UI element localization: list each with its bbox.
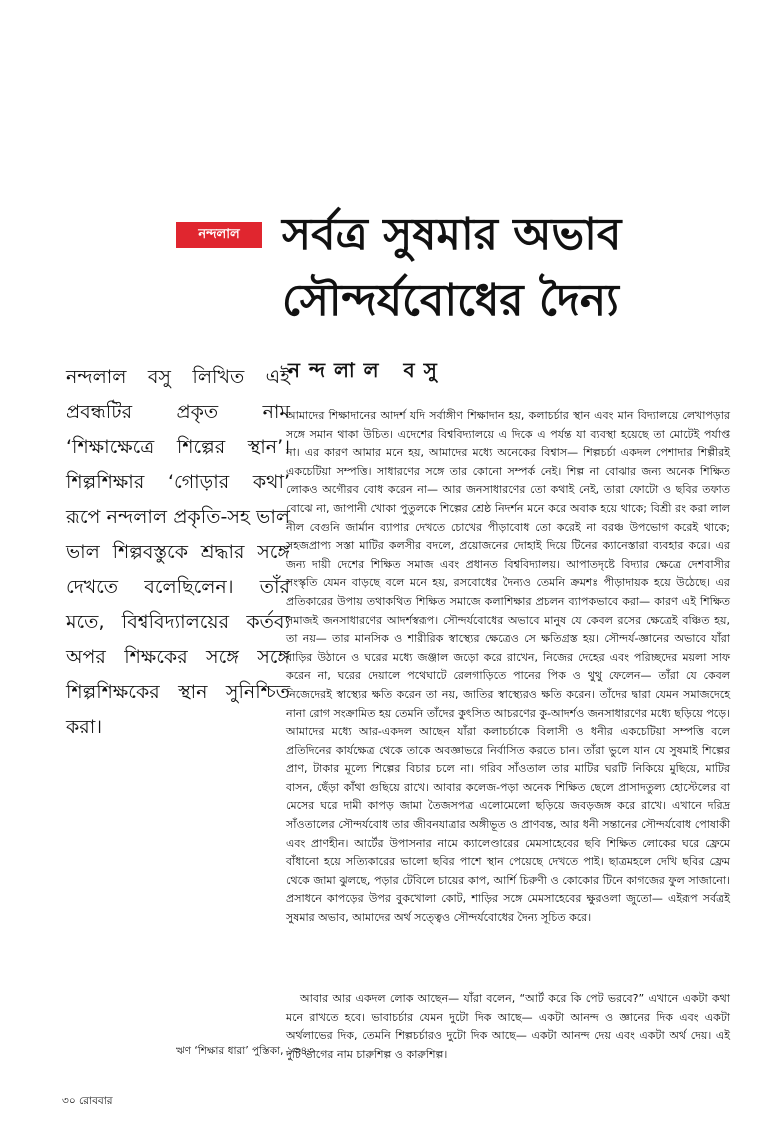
section-tag: নন্দলাল xyxy=(176,222,262,248)
title-line-1: সর্বত্র সুষমার অভাব xyxy=(282,209,622,260)
source-credit: ঋণ ‘শিক্ষার ধারা’ পুস্তিকা, ১৩৪৩ xyxy=(176,1045,315,1057)
intro-blurb: নন্দলাল বসু লিখিত এই প্রবন্ধটির প্রকৃত নাম ‘শিক্ষাক্ষেত্রে শিল্পের স্থান’। শিল্পশিক্ষার ‘গোড়ার কথা’ রূপে নন্দলাল প্রকৃতি-সহ ভাল ভাল শিল্পবস্তুকে শ্রদ্ধার সঙ্গে দেখতে বলেছিলেন। তাঁর মতে, বিশ্ববিদ্যালয়ের কর্তব্য অপর শিক্ষকের সঙ্গে সঙ্গে শিল্পশিক্ষকের স্থান সুনিশ্চিত করা। xyxy=(66,366,290,738)
title-line-2: সৌন্দর্যবোধের দৈন্য xyxy=(282,275,619,326)
body-paragraph-1: আমাদের শিক্ষাদানের আদর্শ যদি সর্বাঙ্গীণ শিক্ষাদান হয়, কলাচর্চার স্থান এবং মান বিদ্যালয়ে লেখাপড়ার সঙ্গে সমান থাকা উচিত। এদেশের বিশ্ববিদ্যালয়ে এ দিকে এ পর্যন্ত যা ব্যবস্থা হয়েছে তা মোটেই পর্যাপ্ত না। এর কারণ আমার মনে হয়, আমাদের মধ্যে অনেকের বিশ্বাস— শিল্পচর্চা একদল পেশাদার শিল্পীরই একচেটিয়া সম্পত্তি। সাধারণের সঙ্গে তার কোনো সম্পর্ক নেই। শিল্প না বোঝার জন্য অনেক শিক্ষিত লোকও অগৌরব বোধ করেন না— আর জনসাধারণের তো কথাই নেই, তারা ফোটো ও ছবির তফাত বোঝে না, জাপানী খোকা পুতুলকে শিল্পের শ্রেষ্ঠ নিদর্শন মনে করে অবাক হয়ে থাকে; বিশ্রী রং করা লাল নীল বেগুনি জার্মান ব্যাপার দেখতে চোখের পীড়াবোধ তো করেই না বরঞ্চ উপভোগ করেই থাকে; সহজপ্রাপ্য সস্তা মাটির কলসীর বদলে, প্রয়োজনের দোহাই দিয়ে টিনের ক্যানেস্তারা ব্যবহার করে। এর জন্য দায়ী দেশের শিক্ষিত সমাজ এবং প্রধানত বিশ্ববিদ্যালয়। আপাতদৃষ্টে বিদ্যার ক্ষেত্রে দেশবাসীর সংস্কৃতি যেমন বাড়ছে বলে মনে হয়, রসবোধের দৈন্যও তেমনি ক্রমশঃ পীড়াদায়ক হয়ে উঠেছে। এর প্রতিকারের উপায় তথাকথিত শিক্ষিত সমাজে কলাশিক্ষার প্রচলন ব্যাপকভাবে করা— কারণ এই শিক্ষিত সমাজই জনসাধারণের আদর্শস্বরূপ। সৌন্দর্যবোধের অভাবে মানুষ যে কেবল রসের ক্ষেত্রেই বঞ্চিত হয়, তা নয়— তার মানসিক ও শারীরিক স্বাস্থ্যের ক্ষেত্রেও সে ক্ষতিগ্রস্ত হয়। সৌন্দর্য-জ্ঞানের অভাবে যাঁরা বাড়ির উঠানে ও ঘরের মধ্যে জঞ্জাল জড়ো করে রাখেন, নিজের দেহের এবং পরিচ্ছদের ময়লা সাফ করেন না, ঘরের দেয়ালে পথেঘাটে রেলগাড়িতে পানের পিক ও থুথু ফেলেন— তাঁরা যে কেবল নিজেদেরই স্বাস্থ্যের ক্ষতি করেন তা নয়, জাতির স্বাস্থ্যেরও ক্ষতি করেন। তাঁদের দ্বারা যেমন সমাজদেহে নানা রোগ সংক্রামিত হয় তেমনি তাঁদের কুৎসিত আচরণের কু-আদর্শও জনসাধারণের মধ্যে ছড়িয়ে পড়ে। আমাদের মধ্যে আর-একদল আছেন যাঁরা কলাচর্চাকে বিলাসী ও ধনীর একচেটিয়া সম্পত্তি বলে প্রতিদিনের কার্যক্ষেত্র থেকে তাকে অবজ্ঞাভরে নির্বাসিত করতে চান। তাঁরা ভুলে যান যে সুষমাই শিল্পের প্রাণ, টাকার মূল্যে শিল্পের বিচার চলে না। গরিব সাঁওতাল তার মাটির ঘরটি নিকিয়ে মুছিয়ে, মাটির বাসন, ছেঁড়া কাঁথা গুছিয়ে রাখে। আবার কলেজ-পড়া অনেক শিক্ষিত ছেলে প্রাসাদতুল্য হোস্টেলের বা মেসের ঘরে দামী কাপড় জামা তৈজসপত্র এলোমেলো ছড়িয়ে জবড়জঙ্গ করে রাখে। এখানে দরিদ্র সাঁওতালের সৌন্দর্যবোধ তার জীবনযাত্রার অঙ্গীভূত ও প্রাণবন্ত, আর ধনী সন্তানের সৌন্দর্যবোধ পোষাকী এবং প্রাণহীন। আর্টের উপাসনার নামে ক্যালেণ্ডারের মেমসাহেবের ছবি শিক্ষিত লোকের ঘরে ফ্রেমে বাঁধানো হয়ে সত্যিকারের ভালো ছবির পাশে স্থান পেয়েছে দেখতে পাই। ছাত্রমহলে দেখি ছবির ফ্রেম থেকে জামা ঝুলছে, পড়ার টেবিলে চায়ের কাপ, আর্শি চিরুণী ও কোকোর টিনে কাগজের ফুল সাজানো। প্রসাধনে কাপড়ের উপর বুকখোলা কোট, শাড়ির সঙ্গে মেমসাহেবের ক্ষুরওলা জুতো— এইরূপ সর্বত্রই সুষমার অভাব, আমাদের অর্থ সত্ত্বেও সৌন্দর্যবোধের দৈন্য সূচিত করে। xyxy=(286,409,730,925)
page-footer: ৩০ রোববার xyxy=(62,1095,113,1107)
author-name: নন্দলাল বসু xyxy=(288,358,446,382)
article-title xyxy=(282,202,752,334)
body-paragraph-2: আবার আর একদল লোক আছেন— যাঁরা বলেন, “আর্ট করে কি পেট ভরবে?” এখানে একটা কথা মনে রাখতে হবে। ভাবাচর্চার যেমন দুটো দিক আছে— একটা আনন্দ ও জ্ঞানের দিক এবং একটা অর্থলাভের দিক, তেমনি শিল্পচর্চারও দুটো দিক আছে— একটা আনন্দ দেয় এবং একটা অর্থ দেয়। এই দুটি ভাগের নাম চারুশিল্প ও কারুশিল্প। xyxy=(286,992,730,1061)
